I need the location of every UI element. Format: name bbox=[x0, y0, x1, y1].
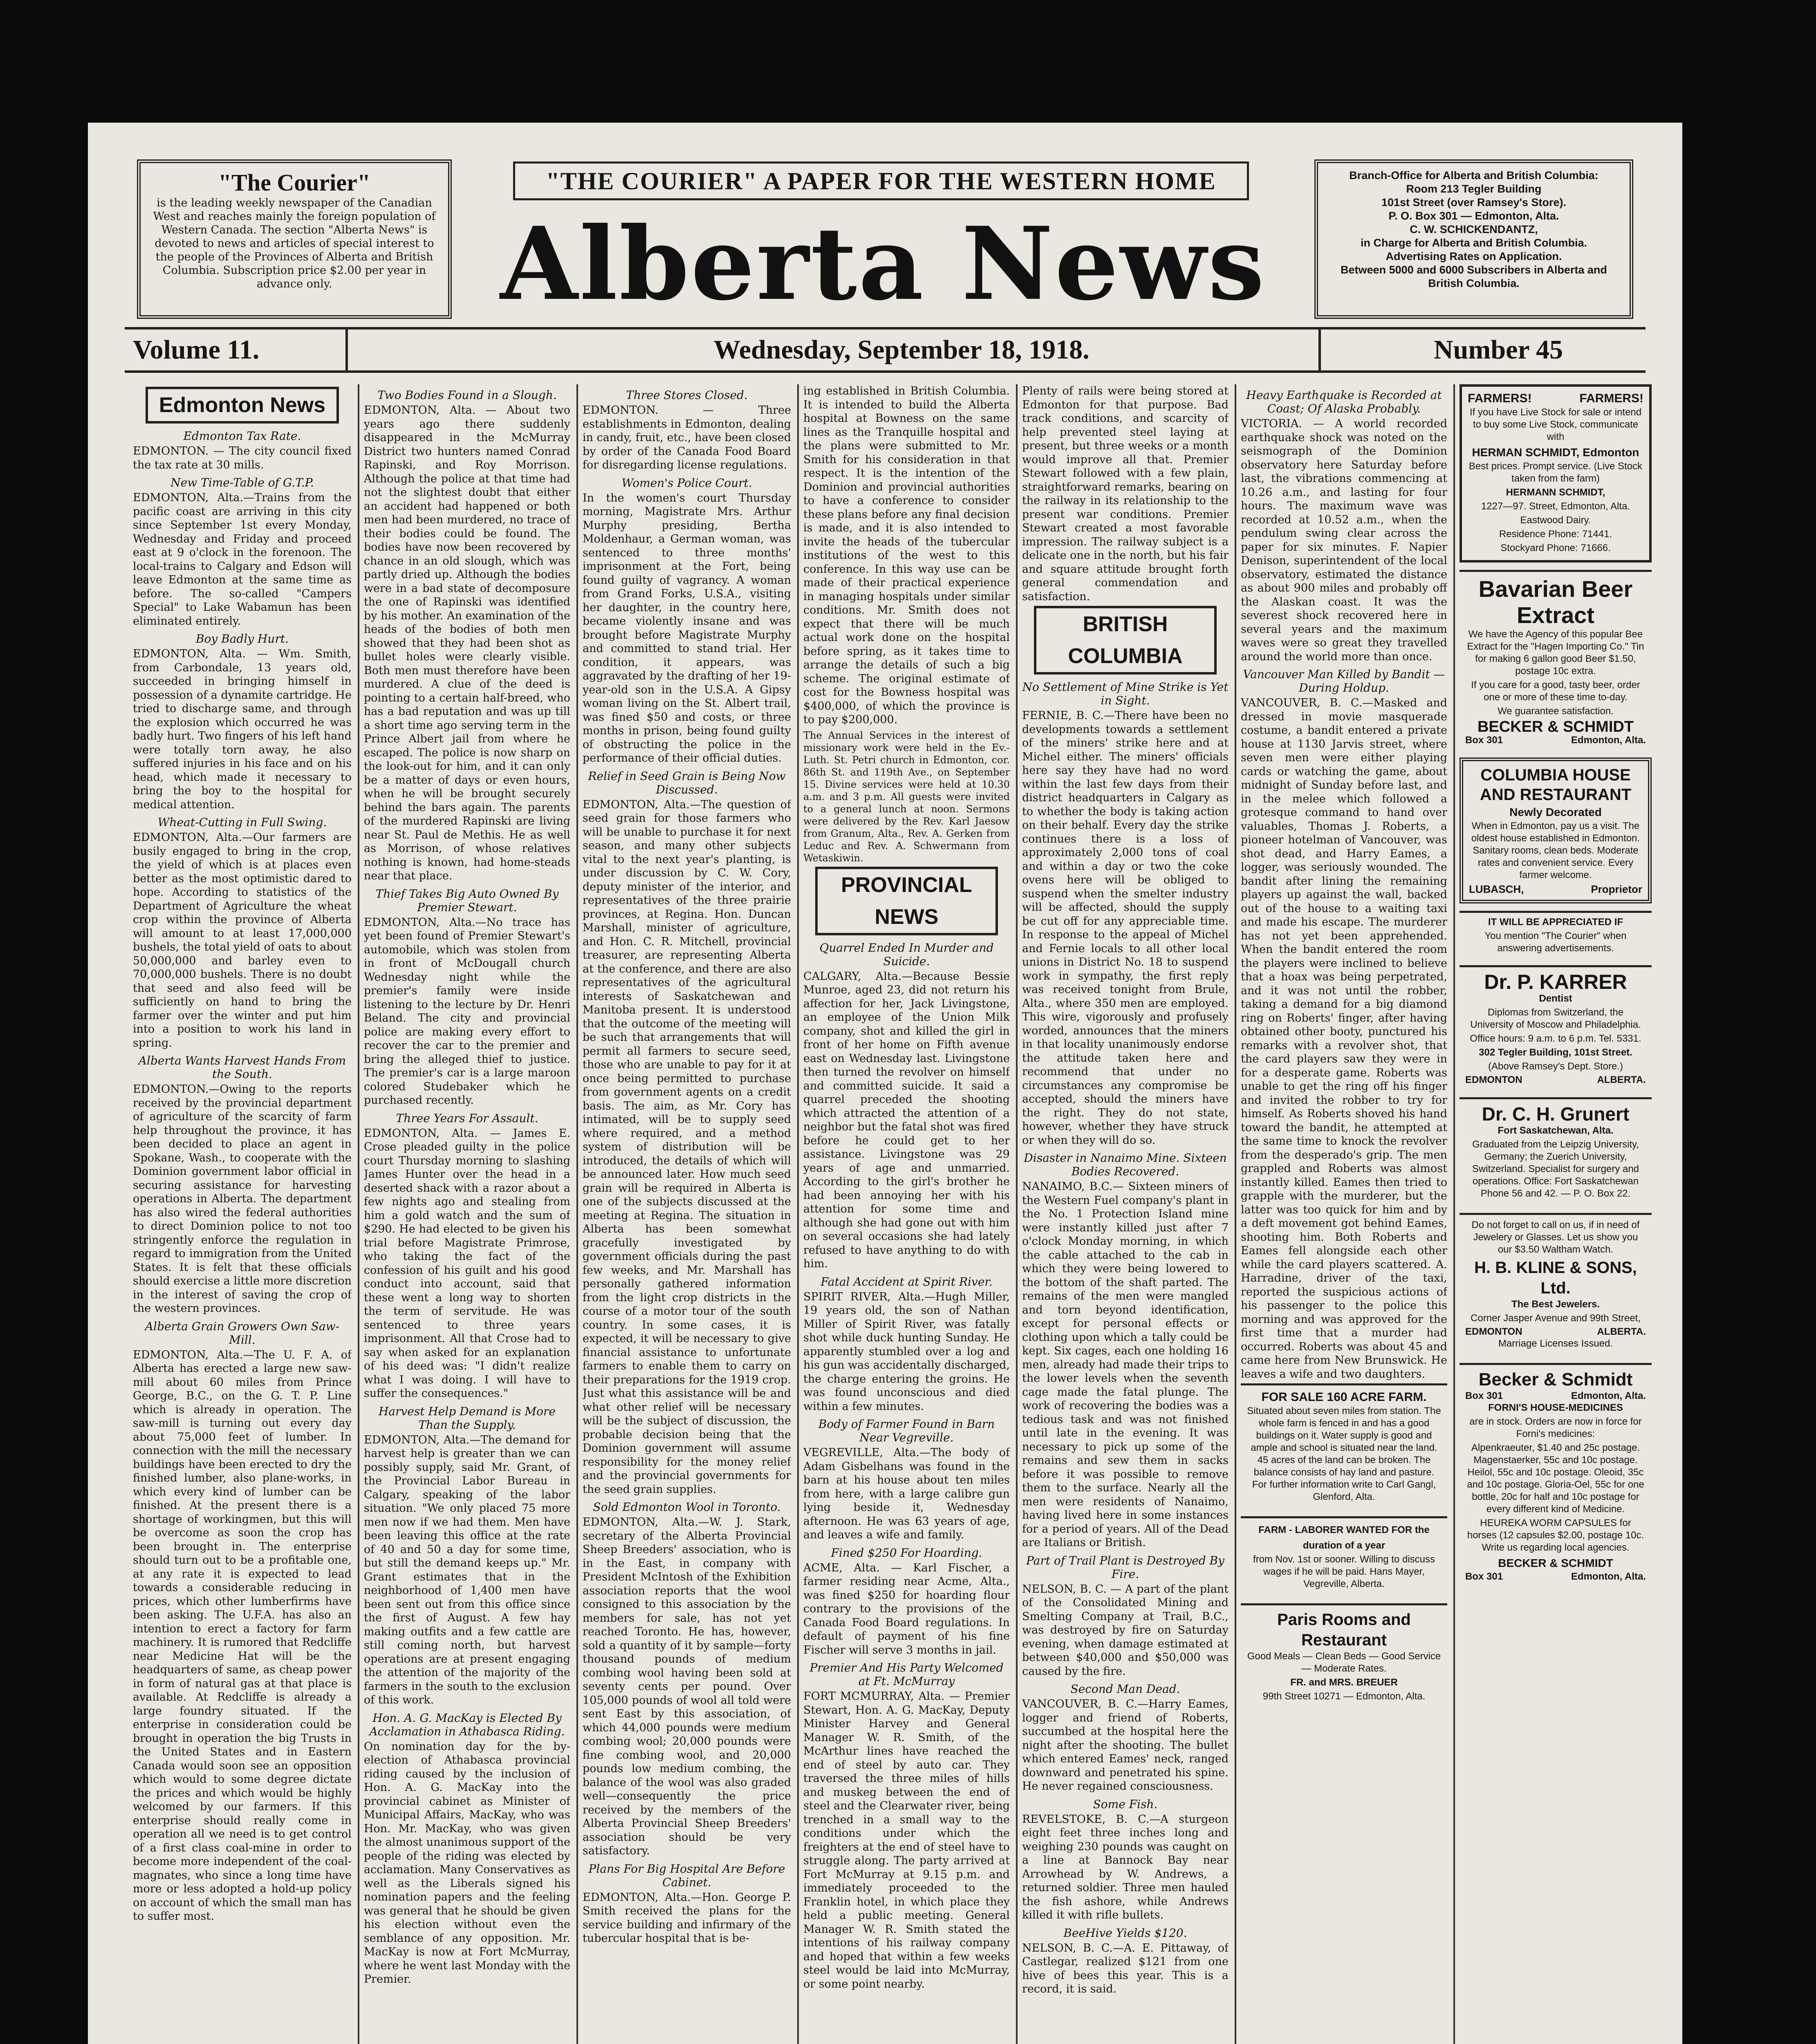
branch-line: Room 213 Tegler Building bbox=[1406, 183, 1542, 195]
issue-number: Number 45 bbox=[1434, 335, 1563, 365]
article-body: EDMONTON, Alta.—The U. F. A. of Alberta has erected a large new saw-mill about 60 miles from Prince George, B.C., on the G. T. P. Line which is already in operation. The saw-mill is turning out every day about 75,000 feet of lumber. In connection with the mill the necessary buildings have been erected to dry the finished lumber, also plane-works, in which every kind of lumber can be finished. At the present there is a shortage of workingmen, but this will be overcome as soon the crop has been brought in. The enterprise should turn out to be a profitable one, at any rate it is expected to lead towards a considerable reducing in prices, which other lumberfirms have been asking. The U.F.A. has also an intention to erect a factory for farm machinery. It is rumored that Redcliffe near Medicine Hat will be the headquarters of same, as cheap power in form of natural gas at that place is available. At Redcliffe is already a large foundry situated. If the enterprise in consideration could be brought in operation the big Trusts in the United States and in Eastern Canada would soon see an opposition which would to some degree dictate the prices and which would be highly welcomed by our farmers. If this enterprise should really come in operation all we need is to get control of a first class coal-mine in order to become more independent of the coal-magnates, who since a long time have more or less adopted a hold-up policy on account of which the small man has to suffer most. bbox=[133, 1348, 352, 1923]
farm-for-sale-ad bbox=[1241, 1383, 1447, 1509]
article-headline: Alberta Wants Harvest Hands From the South. bbox=[138, 1054, 346, 1081]
ad-title: Dr. C. H. Grunert bbox=[1482, 1103, 1630, 1125]
article-body: EDMONTON, Alta.—The question of seed grain for those farmers who will be unable to purchase it for next season, and many other subjects vital to the next year's planting, is under discussion by C. W. Cory, deputy minister of the interior, and representatives of the three prairie provinces, at Regina. Hon. Duncan Marshall, minister of agriculture, and Hon. C. R. Mitchell, provincial treasurer, are representing Alberta at the conference, and there are also representatives of the agricultural interests of Saskatchewan and Manitoba present. It is understood that the outcome of the meeting will be such that arrangements that will permit all farmers to secure seed, those who are unable to pay for it at once being permitted to purchase from government agents on a credit basis. The aim, as Mr. Cory has intimated, will be to supply seed where required, and a method system of distribution will be introduced, the details of which will be announced later. How much seed grain will be required in Alberta is one of the subjects discussed at the meeting at Regina. The situation in Alberta has been somewhat gracefully investigated by government officials during the past few weeks, and Mr. Marshall has personally gathered information from the light crop districts in the course of a motor tour of the south country. In some cases, it is expected, it will be necessary to give financial assistance to unfortunate farmers to enable them to carry on their preparations for the 1919 crop. Just what this assistance will be and what other relief will be necessary will be the subject of discussion, the probable decision being that the Dominion government will assume responsibility for the money relief and the provincial governments for the seed grain supplies. bbox=[583, 798, 791, 1496]
ad-text: 302 Tegler Building, 101st Street. bbox=[1479, 1047, 1632, 1058]
courier-box-text: is the leading weekly newspaper of the Canadian West and reaches mainly the foreign population of Western Canada. The section "Alberta News" is devoted to news and articles of special interest to the people of the Provinces of Alberta and British Columbia. Subscription price $2.00 per year in advance only. bbox=[153, 197, 436, 290]
article-body: NELSON, B. C.—A. E. Pittaway, of Castlegar, realized $121 from one hive of bees this year. This is a record, it is said. bbox=[1022, 1941, 1229, 1995]
article-body: EDMONTON. — The city council fixed the tax rate at 30 mills. bbox=[133, 445, 352, 471]
branch-line: C. W. SCHICKENDANTZ, bbox=[1410, 223, 1538, 235]
article-headline: Second Man Dead. bbox=[1070, 1682, 1180, 1696]
ad-title: Dr. P. KARRER bbox=[1484, 970, 1627, 993]
ad-title: Becker & Schmidt bbox=[1478, 1369, 1633, 1390]
article-headline: Wheat-Cutting in Full Swing. bbox=[157, 816, 327, 829]
article-body: VEGREVILLE, Alta.—The body of Adam Gisbelhans was found in the barn at his house about ten miles from here, with a large calibre gun lying beside it, Wednesday afternoon. He was 63 years of age, and leaves a wife and family. bbox=[803, 1446, 1010, 1541]
article-body: EDMONTON. — Three establishments in Edmonton, dealing in candy, fruit, etc., have been closed by order of the Canada Food Board for disregarding license regulations. bbox=[583, 404, 791, 471]
article-headline: Fined $250 For Hoarding. bbox=[831, 1546, 982, 1560]
article-headline: Some Fish. bbox=[1093, 1797, 1158, 1811]
ad-box: Box 301 bbox=[1465, 735, 1503, 746]
article-body: REVELSTOKE, B. C.—A sturgeon eight feet three inches long and weighing 230 pounds was caught on a line at Bannock Bay near Arrowhead by W. Andrews, a returned soldier. Three men hauled the fish ashore, while Andrews killed it with rifle bullets. bbox=[1022, 1813, 1229, 1921]
becker-schmidt-medicine-ad bbox=[1460, 1363, 1652, 1587]
volume-label: Volume 11. bbox=[133, 335, 260, 365]
ad-text: FR. and MRS. BREUER bbox=[1290, 1677, 1398, 1688]
ad-text: We have the Agency of this popular Bee Extract for the "Hagen Importing Co." Tin for making 6 gallon good Beer $1.50, postage 10c extra. bbox=[1467, 629, 1644, 677]
article-body: VANCOUVER, B. C.—Harry Eames, logger and friend of Roberts, succumbed at the hospital here the night after the shooting. The bullet which entered Eames' neck, ranged downward and penetrated his spine. He never regained consciousness. bbox=[1022, 1698, 1229, 1793]
ad-text: When in Edmonton, pay us a visit. The oldest house established in Edmonton. Sanitary rooms, clean beds. Moderate rates and convenient service. Every farmer welcome. bbox=[1471, 820, 1640, 881]
ad-name: BECKER & SCHMIDT bbox=[1477, 718, 1634, 735]
column-rule bbox=[1235, 384, 1236, 2044]
article-body: FERNIE, B. C.—There have been no developments towards a settlement of the miners' strike here and at Michel either. The miners' officials here say they have had no word within the last few days from their district headquarters in Calgary as to whether the body is taking action on their behalf. Every day the strike continues there is a loss of approximately 2,000 tons of coal and within a day or two the coke ovens here will be obliged to suspend when the smelter industry will be affected, should the supply be cut off for any appreciable time. In response to the appeal of Michel and Fernie locals to all other local unions in District No. 18 to suspend work in sympathy, the first reply was received tonight from Brule, Alta., where 350 men are employed. This wire, vigorously and profusely worded, announces that the miners in that locality unanimously endorse the attitude taken here and recommend that under no circumstances any compromise be accepted, should the miners have the right. They do not state, however, whether they have struck or when they will do so. bbox=[1022, 709, 1229, 1147]
article-body: EDMONTON, Alta.—Our farmers are busily engaged to bring in the crop, the yield of which is at places even better as the most optimistic dared to hope. According to statistics of the Department of Agriculture the wheat crop within the province of Alberta will amount to at least 17,000,000 bushels, the total yield of oats to about 50,000,000 and barley even to 70,000,000 bushels. There is no doubt that seed and also feed will be sufficiently on hand to bring the farmer over the winter and put him into a position to work his land in spring. bbox=[133, 831, 352, 1049]
columbia-house-ad bbox=[1460, 758, 1652, 903]
article-body: EDMONTON, Alta.—Trains from the pacific coast are arriving in this city since September 1st every Monday, Wednesday and Friday and proceed east at 9 o'clock in the forenoon. The local-trains to Calgary and Edson will leave Edmonton at the same time as before. The so-called "Campers Special" to Lake Wabamun has been eliminated entirely. bbox=[133, 491, 352, 628]
ad-text: Office hours: 9 a.m. to 6 p.m. Tel. 5331. bbox=[1470, 1033, 1641, 1044]
column-1 bbox=[133, 384, 352, 2044]
article-body: VICTORIA. — A world recorded earthquake shock was noted on the seismograph of the Dominion observatory here Saturday before last, the vibrations commencing at 10.26 a.m., and lasting for four hours. The maximum wave was recorded at 10.52 a.m., when the pendulum swing clear across the paper for six minutes. F. Napier Denison, superintendent of the local observatory, estimated the distance as about 900 miles and probably off the Alaskan coast. It was the severest shock recovered here in several years and the maximum waves were so great they travelled around the world more than once. bbox=[1241, 417, 1447, 663]
issue-date: Wednesday, September 18, 1918. bbox=[713, 335, 1090, 365]
article-headline: Three Stores Closed. bbox=[626, 388, 748, 402]
ad-city: EDMONTON bbox=[1465, 1326, 1522, 1337]
article-headline: Harvest Help Demand is More Than the Supply. bbox=[378, 1404, 556, 1432]
article-headline: No Settlement of Mine Strike is Yet in Sight. bbox=[1022, 680, 1229, 707]
notice-text: You mention "The Courier" when answering advertisements. bbox=[1484, 930, 1627, 954]
ad-address bbox=[1465, 1390, 1646, 1402]
karrer-ad bbox=[1460, 965, 1652, 1090]
article-body: EDMONTON, Alta. — James E. Crose pleaded guilty in the police court Thursday morning to slashing James Hunter over the head in a deserted shack with a razor about a few nights ago and stealing from him a gold watch and the sum of $290. He had elected to be given his trial before Magistrate Primrose, who taking the fact of the confession of his guilt and his good conduct into account, said that these went a long way to shorten the term of servitude. He was sentenced to three years imprisonment. All that Crose had to say when asked for an explanation of his deed was: "I didn't realize what I was doing. I will have to suffer the consequences." bbox=[364, 1127, 570, 1400]
ad-title: AND RESTAURANT bbox=[1480, 786, 1632, 804]
ad-box: Box 301 bbox=[1465, 1571, 1503, 1582]
article-headline: Relief in Seed Grain is Being Now Discussed. bbox=[588, 769, 786, 796]
ad-title: COLUMBIA HOUSE bbox=[1480, 766, 1631, 784]
ad-text: HERMANN SCHMIDT, bbox=[1506, 487, 1605, 498]
ad-title: Paris Rooms and Restaurant bbox=[1277, 1611, 1411, 1649]
ad-text: FORNI'S HOUSE-MEDICINES bbox=[1488, 1402, 1623, 1413]
ad-box: Box 301 bbox=[1465, 1390, 1503, 1401]
column-2 bbox=[364, 384, 570, 2044]
ad-text: Eastwood Dairy. bbox=[1520, 515, 1591, 526]
ad-role: Proprietor bbox=[1591, 883, 1642, 895]
edmonton-news-header: Edmonton News bbox=[146, 387, 339, 424]
article-body: EDMONTON.—Owing to the reports received by the provincial department of agriculture of the scarcity of farm help throughout the province, it has been decided to place an agent in Spokane, Wash., to cooperate with the Dominion government labor official in securing assistance for harvesting operations in Alberta. The department has also wired the federal authorities to direct Dominion police to not too stringently enforce the regulation in regard to immigration from the United States. It is felt that these officials should exercise a little more discretion in the interest of saving the crop of the western provinces. bbox=[133, 1083, 352, 1315]
article-body: VANCOUVER, B. C.—Masked and dressed in movie masquerade costume, a bandit entered a private house at 1130 Jarvis street, where seven men were either playing cards or watching the game, about midnight of Sunday before last, and in the melee which followed a grotesque command to hand over valuables, Thomas J. Roberts, a pioneer hotelman of Vancouver, was shot dead, and Harry Eames, a logger, was seriously wounded. The bandit after lining the remaining players up against the wall, backed out of the house to a waiting taxi and made his escape. The murderer has not yet been apprehended. When the bandit entered the room the players were inclined to believe that a hoax was being perpetrated, and it was not until the robber, taking a demand for a big diamond ring on Roberts' finger, after having obtained other booty, punctured his remarks with a revolver shot, that the card players saw they were in for a desperate game. Roberts was unable to get the ring off his finger and invited the robber to try for himself. As Roberts shoved his hand toward the bandit, he attempted at the same time to knock the revolver from the desperado's grip. The men grappled and Roberts was almost instantly killed. Eames then tried to grapple with the murderer, but the latter was too quick for him and by a deft movement got behind Eames, shooting him. Both Roberts and Eames fell alongside each other while the card players scattered. A. Harradine, driver of the taxi, reported the suspicious actions of his passenger to the police this morning and was approved for the first time that a murder had occurred. Roberts was about 45 and came here from New Brunswick. He leaves a wife and two daughters. bbox=[1241, 697, 1447, 1381]
article-body: ACME, Alta. — Karl Fischer, a farmer residing near Acme, Alta., was fined $250 for hoarding flour contrary to the provisions of the Canada Food Board regulations. In default of payment of his fine Fischer will serve 3 months in jail. bbox=[803, 1561, 1010, 1656]
nameplate: Alberta News bbox=[500, 205, 1266, 323]
branch-line: in Charge for Alberta and British Columbia. bbox=[1360, 237, 1587, 249]
article-headline: Sold Edmonton Wool in Toronto. bbox=[593, 1500, 781, 1514]
issue-divider bbox=[1318, 329, 1321, 370]
paris-rooms-ad bbox=[1241, 1603, 1447, 1708]
ad-text: Stockyard Phone: 71666. bbox=[1500, 542, 1611, 554]
article-headline: Fatal Accident at Spirit River. bbox=[821, 1275, 993, 1289]
farm-laborer-ad bbox=[1241, 1516, 1447, 1596]
ad-title: H. B. KLINE & SONS, Ltd. bbox=[1474, 1259, 1637, 1297]
bavarian-beer-ad bbox=[1460, 570, 1652, 750]
grunert-ad bbox=[1460, 1097, 1652, 1206]
ad-address bbox=[1465, 1326, 1646, 1338]
article-body: In the women's court Thursday morning, Magistrate Mrs. Arthur Murphy presiding, Bertha Moldenhaur, a German woman, was sentenced to three months' imprisonment at the Fort, being found guilty of vagrancy. A woman from Grand Forks, U.S.A., visiting her daughter, in the country here, became violently insane and was brought before Magistrate Murphy and committed to stand trial. Her condition, it appears, was aggravated by the drafting of her 19-year-old son in the U.S.A. A Gipsy woman living on the St. Albert trail, was fined $50 and costs, or three months in prison, being found guilty of obstructing the police in the performance of their official duties. bbox=[583, 491, 791, 764]
article-headline: Plans For Big Hospital Are Before Cabinet. bbox=[588, 1862, 785, 1889]
provincial-news-header: PROVINCIAL NEWS bbox=[815, 867, 998, 935]
ad-proprietor bbox=[1469, 883, 1642, 896]
article-headline: Two Bodies Found in a Slough. bbox=[377, 388, 557, 402]
article-headline: Body of Farmer Found in Barn Near Vegreville. bbox=[818, 1417, 995, 1444]
courier-info-box bbox=[137, 159, 452, 319]
ad-text: (Above Ramsey's Dept. Store.) bbox=[1488, 1061, 1623, 1072]
column-rule bbox=[1016, 384, 1018, 2044]
ad-city: Edmonton, Alta. bbox=[1571, 735, 1646, 746]
ad-text: Good Meals — Clean Beds — Good Service — Moderate Rates. bbox=[1247, 1651, 1441, 1674]
article-body: EDMONTON, Alta.—Hon. George P. Smith received the plans for the service building and infirmary of the tubercular hospital that is be- bbox=[583, 1891, 791, 1945]
ad-title: Extract bbox=[1517, 602, 1594, 628]
article-body: EDMONTON, Alta.—No trace has yet been found of Premier Stewart's automobile, which was stolen from in front of McDougall church Wednesday night while the premier's family were inside listening to the lecture by Dr. Henri Beland. The city and provincial police are making every effort to recover the car to the premier and bring the alleged thief to justice. The premier's car is a large maroon colored Studebaker which he purchased recently. bbox=[364, 916, 570, 1107]
ad-address bbox=[1465, 735, 1646, 746]
ad-title: Bavarian Beer bbox=[1478, 576, 1633, 602]
branch-line: 101st Street (over Ramsey's Store). bbox=[1381, 196, 1567, 208]
article-headline: Quarrel Ended In Murder and Suicide. bbox=[819, 941, 994, 968]
ad-text: Situated about seven miles from station. The whole farm is fenced in and has a good buildings on it. Water supply is good and ample and school is situated near the land. 45 acres of the land can be broken. The balance consists of hay land and pasture. For further information write to Carl Gangl, Glenford, Alta. bbox=[1247, 1405, 1441, 1502]
article-headline: Alberta Grain Growers Own Saw-Mill. bbox=[145, 1319, 340, 1347]
column-rule bbox=[1453, 384, 1455, 2044]
ad-prov: ALBERTA. bbox=[1597, 1074, 1646, 1085]
ad-address bbox=[1465, 1074, 1646, 1086]
ad-subtitle: Newly Decorated bbox=[1509, 806, 1602, 818]
article-body: The Annual Services in the interest of missionary work were held in the Ev.-Luth. St. Petri church in Edmonton, cor. 86th St. and 119th Ave., on September 15. Divine services were held at 10.30 a.m. and 3 p.m. All guests were invited to a general lunch at noon. Sermons were delivered by the Rev. Karl Jaesow from Granum, Alta., Rev. A. Gerken from Leduc and Rev. A. Schwermann from Wetaskiwin. bbox=[803, 729, 1010, 864]
article-headline: Heavy Earthquake is Recorded at Coast; Of Alaska Probably. bbox=[1246, 388, 1442, 415]
article-body: SPIRIT RIVER, Alta.—Hugh Miller, 19 years old, the son of Nathan Miller of Spirit River, was fatally shot while duck hunting Sunday. He apparently stumbled over a log and his gun was accidentally discharged, the charge entering the groins. He was found unconscious and died within a few minutes. bbox=[803, 1290, 1010, 1413]
issue-divider bbox=[345, 329, 348, 370]
ad-text: Alpenkraeuter, $1.40 and 25c postage. Magenstaerker, 55c and 10c postage. Heilol, 55c and 10c postage. Oleoid, 35c and 10c postage. Gloria-Oel, 55c for one bottle, 20c for half and 10c postage for every different kind of Medicine. bbox=[1467, 1442, 1644, 1515]
ad-text: from Nov. 1st or sooner. Willing to discuss wages if he will be paid. Hans Mayer, Vegreville, Alberta. bbox=[1253, 1554, 1435, 1589]
article-body: EDMONTON, Alta.—W. J. Stark, secretary of the Alberta Provincial Sheep Breeders' association, who is in the East, in company with President McIntosh of the Exhibition association reports that the wool consigned to this association by the members for sale, has not yet reached Toronto. He has, however, sold a quantity of it by sample—forty thousand pounds of medium combing wool having been sold at seventy cents per pound. Over 105,000 pounds of wool all told were sent East by this association, of which 44,000 pounds were medium combing wool; 20,000 pounds were fine combing wool, and 20,000 pounds low medium combing, the balance of the wool was also graded well—consequently the price received by the members of the Alberta Provincial Sheep Breeders' association should be very satisfactory. bbox=[583, 1516, 791, 1857]
branch-line: Branch-Office for Alberta and British Columbia: bbox=[1349, 169, 1599, 182]
ad-text: 1227—97. Street, Edmonton, Alta. bbox=[1481, 501, 1630, 512]
ad-text: Residence Phone: 71441. bbox=[1499, 529, 1612, 540]
ad-title: FARMERS! bbox=[1579, 392, 1643, 405]
ad-text: The Best Jewelers. bbox=[1511, 1299, 1600, 1310]
ad-text: Do not forget to call on us, if in need of Jewelery or Glasses. Let us show you our $3.50 Waltham Watch. bbox=[1471, 1219, 1640, 1255]
ad-text: Fort Saskatchewan, Alta. bbox=[1498, 1125, 1614, 1136]
ad-prov: ALBERTA. bbox=[1597, 1326, 1646, 1337]
ad-text: If you care for a good, tasty beer, order one or more of these time to-day. bbox=[1471, 679, 1640, 703]
column-4 bbox=[803, 384, 1010, 2044]
ad-title: FOR SALE 160 ACRE FARM. bbox=[1261, 1390, 1427, 1404]
ad-text: HEUREKA WORM CAPSULES for horses (12 capsules $2.00, postage 10c. Write us regarding local agencies. bbox=[1467, 1517, 1644, 1553]
ad-text: 99th Street 10271 — Edmonton, Alta. bbox=[1262, 1691, 1426, 1702]
branch-office-box bbox=[1314, 159, 1633, 319]
article-body: CALGARY, Alta.—Because Bessie Munroe, aged 23, did not return his affection for her, Jack Livingstone, an employee of the Union Milk company, shot and killed the girl in front of her home on Fifth avenue east on Wednesday last. Livingstone then turned the revolver on himself and committed suicide. It said a quarrel preceded the shooting which attracted the attention of a neighbor but the fatal shot was fired before he could get to her assistance. Livingstone was 29 years of age and unmarried. According to the girl's brother he had been annoying her with his attention for some time and although she had gone out with him on several occasions she had lately refused to have anything to do with him. bbox=[803, 970, 1010, 1270]
ad-title: FARM - LABORER WANTED FOR the duration of a year bbox=[1258, 1524, 1430, 1551]
branch-line: Advertising Rates on Application. bbox=[1386, 250, 1562, 262]
article-body: NELSON, B. C. — A part of the plant of the Consolidated Mining and Smelting Company at Trail, B.C., was destroyed by fire on Saturday evening, when damage estimated at between $40,000 and $50,000 was caused by the fire. bbox=[1022, 1582, 1229, 1678]
ad-address bbox=[1465, 1571, 1646, 1582]
ad-text: Dentist bbox=[1539, 993, 1572, 1004]
article-body: EDMONTON, Alta. — About two years ago there suddenly disappeared in the McMurray District two hunters named Conrad Rapinski, and Roy Morrison. Although the police at that time had not the slightest doubt that either an accident had happened or both men had been murdered, no trace of their bodies could be found. The bodies have now been recovered by chance in an old slough, which was partly dried up. Although the bodies were in a bad state of decomposure the one of Rapinski was identified by his mother. An examination of the heads of the bodies of both men showed that they had been shot as bullet holes were clearly visible. Both men must therefore have been murdered. A clue of the deed is pointing to a certain half-breed, who has a bad reputation and was up till a short time ago serving term in the Prince Albert jail from where he escaped. The police is now sharp on the look-out for him, and it can only be a matter of days or even hours, when he will be brought securely behind the bars again. The parents of the murdered Rapinski are living near St. Paul de Methis. He as well as Morrison, of whose relatives nothing is known, had home-steads near that place. bbox=[364, 404, 570, 882]
article-headline: New Time-Table of G.T.P. bbox=[170, 476, 314, 489]
article-body: ing established in British Columbia. It is intended to build the Alberta hospital at Bowness on the same lines as the Tranquille hospital and the plans were submitted to Mr. Smith for his consideration in that respect. It is the intention of the Dominion and provincial authorities to have a conference to consider these plans before any final decision is made, and it is also intended to invite the heads of the tubercular institutions of the west to this conference. In this way use can be made of their practical experience in managing hospitals under similar conditions. Mr. Smith does not expect that there will be much actual work done on the hospital before spring, as it takes time to arrange the details of such a big scheme. The original estimate of cost for the Bowness hospital was $400,000, of which the province is to pay $200,000. bbox=[803, 385, 1010, 726]
ad-text: Best prices. Prompt service. (Live Stock taken from the farm) bbox=[1468, 461, 1643, 484]
ad-city: Edmonton, Alta. bbox=[1571, 1390, 1646, 1401]
article-body: EDMONTON, Alta.—The demand for harvest help is greater than we can possibly supply, said Mr. Grant, of the Provincial Labor Bureau in Calgary, speaking of the labor situation. "We only placed 75 more men now if we had them. Men have been leaving this office at the rate of 40 and 50 a day for some time, but still the demand keeps up." Mr. Grant estimates that in the neighborhood of 1,400 men have been sent out from this office since the first of August. A few hay making outfits and a few cattle are still coming north, but harvest operations are at present engaging the attention of the majority of the farmers in the south to the exclusion of this work. bbox=[364, 1433, 570, 1706]
ad-city: Edmonton, Alta. bbox=[1571, 1571, 1646, 1582]
branch-line: P. O. Box 301 — Edmonton, Alta. bbox=[1388, 210, 1559, 222]
ad-name: LUBASCH, bbox=[1469, 883, 1524, 895]
article-body: On nomination day for the by-election of Athabasca provincial riding caused by the inclusion of Hon. A. G. MacKay into the provincial cabinet as Minister of Municipal Affairs, MacKay, who was Hon. Mr. MacKay, who was given the almost unanimous support of the people of the riding was elected by acclamation. Many Conservatives as well as the Liberals signed his nomination papers and the feeling was general that he should be given his election without even the semblance of any opposition. Mr. MacKay is now at Fort McMurray, where he went last Monday with the Premier. bbox=[364, 1740, 570, 1986]
british-columbia-header: BRITISH COLUMBIA bbox=[1034, 606, 1216, 675]
article-headline: Edmonton Tax Rate. bbox=[183, 429, 301, 443]
article-headline: Premier And His Party Welcomed at Ft. McMurray bbox=[809, 1661, 1004, 1688]
column-rule bbox=[358, 384, 359, 2044]
ad-text: Graduated from the Leipzig University, Germany; the Zuerich University, Switzerland. Specialist for surgery and operations. Office: Fort Saskatchewan Phone 56 and 42. — P. O. Box 22. bbox=[1472, 1139, 1639, 1199]
branch-line: Between 5000 and 6000 Subscribers in Alberta and British Columbia. bbox=[1341, 264, 1607, 289]
ad-text: are in stock. Orders are now in force for Forni's medicines: bbox=[1469, 1416, 1642, 1439]
article-headline: Disaster in Nanaimo Mine. Sixteen Bodies Recovered. bbox=[1024, 1151, 1227, 1178]
ad-name: HERMAN SCHMIDT, Edmonton bbox=[1472, 446, 1639, 459]
farmers-headline bbox=[1468, 391, 1643, 406]
courier-box-title: "The Courier" bbox=[218, 169, 371, 196]
slogan-banner: "THE COURIER" A PAPER FOR THE WESTERN HOME bbox=[513, 161, 1249, 200]
ad-text: If you have Live Stock for sale or intend to buy some Live Stock, communicate with bbox=[1469, 407, 1642, 442]
article-headline: Thief Takes Big Auto Owned By Premier Stewart. bbox=[375, 887, 559, 914]
article-body: NANAIMO, B.C.— Sixteen miners of the Western Fuel company's plant in the No. 1 Protection Island mine were instantly killed just after 7 o'clock Monday morning, in which the cable attached to the cab in which they were being lowered to the bottom of the shaft parted. The remains of the men were mangled and torn beyond identification, except for personal effects or clothing upon which a tally could be kept. Six cages, each one holding 16 men, already had made their trips to the lower levels when the seventh cage made the fatal plunge. The work of recovering the bodies was a tedious task and was not finished until late in the evening. It was necessary to pick up some of the remains and sew them in sacks before it was possible to remove them to the surface. Nearly all the men were residents of Nanaimo, having lived here in some instances for a period of years. All of the Dead are Italians or British. bbox=[1022, 1180, 1229, 1549]
article-headline: Women's Police Court. bbox=[621, 476, 752, 490]
farmers-ad bbox=[1460, 384, 1652, 563]
article-headline: Part of Trail Plant is Destroyed By Fire. bbox=[1026, 1553, 1224, 1581]
column-6 bbox=[1241, 384, 1447, 2044]
notice-title: IT WILL BE APPRECIATED IF bbox=[1488, 917, 1623, 928]
ad-title: FARMERS! bbox=[1468, 392, 1532, 405]
article-body: EDMONTON, Alta. — Wm. Smith, from Carbondale, 13 years old, succeeded in bringing himself in possession of a dynamite cartridge. He tried to discharge same, and through the explosion which occurred he was badly hurt. Two fingers of his left hand were totally torn away, he also suffered injuries in his face and on his head, which made it necessary to bring the boy to the hospital for medical attention. bbox=[133, 648, 352, 811]
article-headline: BeeHive Yields $120. bbox=[1063, 1926, 1187, 1940]
article-headline: Hon. A. G. MacKay is Elected By Acclamation in Athabasca Riding. bbox=[369, 1711, 565, 1738]
article-headline: Three Years For Assault. bbox=[396, 1111, 538, 1125]
column-3 bbox=[583, 384, 791, 2044]
ad-text: We guarantee satisfaction. bbox=[1498, 706, 1614, 717]
article-headline: Vancouver Man Killed by Bandit —During Holdup. bbox=[1243, 668, 1445, 695]
issue-info-row bbox=[125, 327, 1646, 373]
article-body: Plenty of rails were being stored at Edmonton for that purpose. Bad track conditions, and scarcity of help prevented steel laying at present, but three weeks or a month would improve all that. Premier Stewart followed with a few plain, straightforward remarks, bearing on the railway in its relationship to the present war conditions. Premier Stewart created a most favorable impression. The railway subject is a delicate one in the north, but his fair and square attitude brought forth general commendation and satisfaction. bbox=[1022, 385, 1229, 603]
article-body: FORT MCMURRAY, Alta. — Premier Stewart, Hon. A. G. MacKay, Deputy Minister Harvey and General Manager W. R. Smith, of the McArthur lines have reached the end of steel by auto car. They traversed the three miles of hills and muskeg between the end of steel and the Clearwater river, being trenched in a small way to the conditions under which the freighters at the end of steel have to struggle along. The party arrived at Fort McMurray at 9.15 p.m. and immediately proceeded to the Franklin hotel, in which place they held a public meeting. General Manager W. R. Smith stated the intentions of his railway company and hoped that within a few weeks steel would be laid into McMurray, or some point nearby. bbox=[803, 1690, 1010, 1990]
ad-city: EDMONTON bbox=[1465, 1074, 1522, 1085]
appreciated-notice bbox=[1460, 911, 1652, 958]
ad-text: Marriage Licenses Issued. bbox=[1498, 1338, 1613, 1349]
column-rule bbox=[797, 384, 799, 2044]
newspaper-page bbox=[88, 123, 1682, 2044]
column-5 bbox=[1022, 384, 1229, 2044]
ad-name: BECKER & SCHMIDT bbox=[1498, 1557, 1613, 1569]
ad-text: Corner Jasper Avenue and 99th Street, bbox=[1471, 1313, 1641, 1324]
column-7-ads bbox=[1460, 384, 1652, 2044]
column-rule bbox=[576, 384, 578, 2044]
kline-ad bbox=[1460, 1213, 1652, 1356]
ad-text: Diplomas from Switzerland, the University of Moscow and Philadelphia. bbox=[1470, 1007, 1641, 1030]
article-headline: Boy Badly Hurt. bbox=[195, 632, 289, 645]
